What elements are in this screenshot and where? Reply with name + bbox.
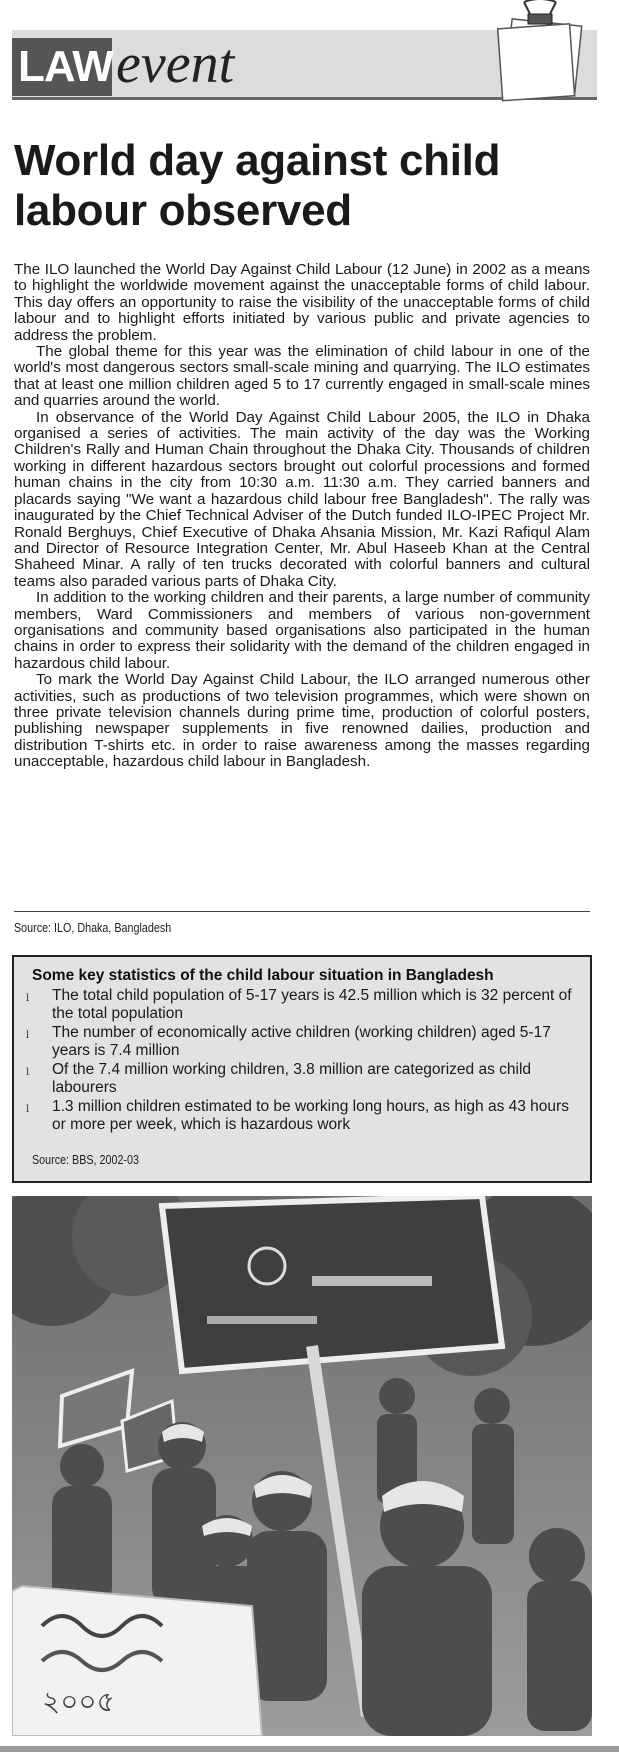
ilo-placard: [162, 1196, 502, 1371]
paper-clip-icon: [480, 0, 600, 110]
protest-banner: [12, 1586, 262, 1736]
article-paragraph: In observance of the World Day Against Child Labour 2005, the ILO in Dhaka organised a series of activities. The main activity of the day was the Working Children's Rally and Human Chain throughout the Dhaka City. Thousands of children working in different hazardous sectors brought out colorful processions and formed human chains in the city from 10:30 a.m. 11:30 a.m. They carried banners and placards saying "We want a hazardous child labour free Bangladesh". The rally was inaugurated by the Chief Technical Adviser of the Dutch funded ILO-IPEC Project Mr. Ronald Berghuys, Chief Executive of Dhaka Ahsania Mission, Mr. Kazi Rafiqul Alam and Director of Resource Integration Center, Mr. Abul Haseeb Khan at the Central Shaheed Minar. A rally of ten trucks decorated with colorful banners and cultural teams also paraded various parts of Dhaka City.: [14, 408, 590, 590]
list-item: [22, 1098, 582, 1134]
article-source: Source: ILO, Dhaka, Bangladesh: [14, 921, 172, 935]
section-label-event: event: [116, 33, 235, 95]
article-paragraph: In addition to the working children and their parents, a large number of community members, Ward Commissioners and members of various non-government organisations and community based organisations also participated in the human chains in order to express their solidarity with the demand of the children engaged in hazardous child labour.: [14, 589, 590, 672]
bullet-icon: l: [26, 1067, 30, 1078]
statistics-source: Source: BBS, 2002-03: [32, 1153, 139, 1167]
article-headline: World day against child labour observed: [14, 136, 501, 235]
divider: [14, 911, 590, 912]
list-item-text: The number of economically active children (working children) aged 5-17 years is 7.4 million: [52, 1024, 551, 1059]
list-item: [22, 987, 582, 1023]
list-item: [22, 1061, 582, 1097]
list-item-text: The total child population of 5-17 years is 42.5 million which is 32 percent of the total population: [52, 987, 572, 1022]
list-item: [22, 1024, 582, 1060]
section-label-law: LAW: [12, 38, 112, 96]
list-item-text: 1.3 million children estimated to be working long hours, as high as 43 hours or more per week, which is hazardous work: [52, 1098, 569, 1133]
key-statistics-title: Some key statistics of the child labour situation in Bangladesh: [32, 967, 494, 984]
rally-photo: [12, 1196, 592, 1736]
article-paragraph: The global theme for this year was the elimination of child labour in one of the world's most dangerous sectors small-scale mining and quarrying. The ILO estimates that at least one million children aged 5 to 17 currently engaged in small-scale mines and quarries around the world.: [14, 343, 590, 410]
bullet-icon: l: [26, 1104, 30, 1115]
article-body: [14, 262, 590, 771]
list-item-text: Of the 7.4 million working children, 3.8 million are categorized as child labourers: [52, 1061, 532, 1096]
key-statistics-box: [12, 955, 592, 1183]
key-statistics-list: [22, 987, 582, 1135]
rally-photo-illustration: [12, 1196, 592, 1736]
bullet-icon: l: [26, 1030, 30, 1041]
bottom-divider: [0, 1746, 619, 1752]
bullet-icon: l: [26, 993, 30, 1004]
article-paragraph: The ILO launched the World Day Against Child Labour (12 June) in 2002 as a means to highlight the worldwide movement against the unacceptable forms of child labour. This day offers an opportunity to raise the visibility of the unacceptable forms of child labour and to highlight efforts initiated by various public and private agencies to address the problem.: [14, 261, 590, 344]
banner-number: ২০০৫: [42, 1685, 115, 1718]
article-paragraph: To mark the World Day Against Child Labour, the ILO arranged numerous other activities, such as productions of two television programmes, which were shown on three private television channels during prime time, production of colorful posters, publishing newspaper supplements in five renowned dailies, production and distribution T-shirts etc. in order to raise awareness among the masses regarding unacceptable, hazardous child labour in Bangladesh.: [14, 671, 590, 771]
